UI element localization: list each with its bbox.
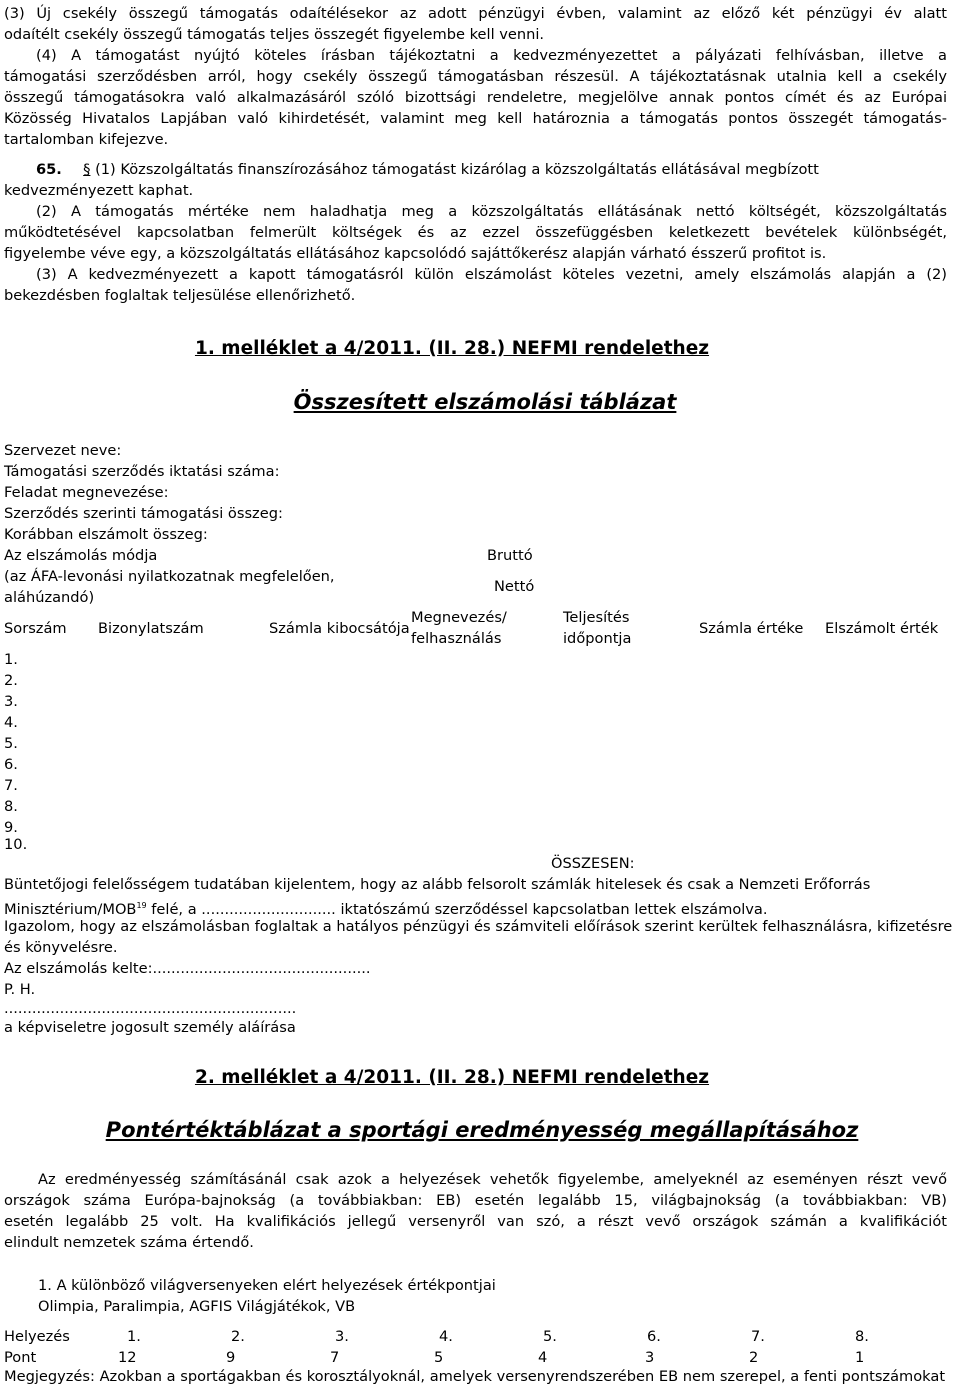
place-cell: 4. — [439, 1328, 453, 1345]
place-cell: 1. — [127, 1328, 141, 1345]
total-label: ÖSSZESEN: — [551, 855, 635, 872]
field-label-vat-note: (az ÁFA-levonási nyilatkozatnak megfelelően, — [4, 568, 335, 585]
row-label-pont: Pont — [4, 1349, 37, 1366]
column-header-kibocsato: Számla kibocsátója — [269, 620, 410, 637]
table-row: 5. — [4, 735, 18, 752]
field-label-settlement-mode: Az elszámolás módja — [4, 547, 158, 564]
stamp-label: P. H. — [4, 981, 36, 998]
place-cell: 7. — [751, 1328, 765, 1345]
text-line: és könyvelésre. — [4, 939, 118, 956]
table-row: 4. — [4, 714, 18, 731]
place-cell: 2. — [231, 1328, 245, 1345]
point-cell: 7 — [330, 1349, 340, 1366]
place-cell: 8. — [855, 1328, 869, 1345]
text-line: odaítélt csekély összegű támogatás teljes összegét figyelembe kell venni. — [4, 26, 545, 43]
column-header-teljesites-2: időpontja — [563, 630, 632, 647]
annex-1-title: Összesített elszámolási táblázat — [293, 390, 677, 414]
declaration-paragraph-1 — [4, 874, 947, 920]
table-row: 3. — [4, 693, 18, 710]
annex-2-title: Pontértéktáblázat a sportági eredményesség megállapításához — [105, 1118, 859, 1142]
paragraph-3 — [4, 3, 947, 45]
column-header-teljesites: Teljesítés — [563, 609, 630, 626]
text-line: Az eredményesség számításánál csak azok a helyezések vehetők figyelembe, amelyeknél az eseményen részt vevő — [38, 1171, 947, 1188]
field-label-underline-note: aláhúzandó) — [4, 589, 95, 606]
option-net[interactable]: Nettó — [494, 578, 535, 595]
table-row: 6. — [4, 756, 18, 773]
option-gross[interactable]: Bruttó — [487, 547, 533, 564]
text-line: országok száma Európa-bajnokság (a továbbiakban: EB) esetén legalább 15, világbajnokság (a továbbiakban: VB) — [4, 1192, 947, 1209]
table-row: 7. — [4, 777, 18, 794]
point-cell: 1 — [855, 1349, 865, 1366]
section-65-paragraph-2 — [4, 201, 947, 264]
field-label-previous-amount: Korábban elszámolt összeg: — [4, 526, 208, 543]
annex-1-heading: 1. melléklet a 4/2011. (II. 28.) NEFMI rendelethez — [194, 338, 710, 359]
text-line: kedvezményezett kaphat. — [4, 182, 194, 199]
text-span: (1) Közszolgáltatás finanszírozásához támogatást kizárólag a közszolgáltatás ellátásával megbízott — [95, 161, 819, 178]
footnote-ref: 19 — [136, 901, 147, 910]
text-line: Közösség Hivatalos Lapjában való kihirdetését, valamint meg kell határoznia a támogatás pontos összegét támogatás- — [4, 110, 947, 127]
field-label-task-name: Feladat megnevezése: — [4, 484, 169, 501]
text-line — [4, 159, 947, 180]
point-cell: 4 — [538, 1349, 548, 1366]
section-65-paragraph-1 — [4, 159, 947, 201]
section-number: 65. — [36, 161, 62, 178]
column-header-bizonylat: Bizonylatszám — [98, 620, 204, 637]
place-cell: 5. — [543, 1328, 557, 1345]
text-line: esetén legalább 25 volt. Ha kvalifikációs jellegű versenyről van szó, a részt vevő országok számán a kvalifikációt — [4, 1213, 947, 1230]
text-line: (3) A kedvezményezett a kapott támogatásról külön elszámolást köteles vezetni, amely elszámolás alapján a (2) — [36, 266, 947, 283]
text-line: összegű támogatásokra való alkalmazásáról szóló bizottsági rendeletre, megjelölve annak pontos címét és az Európai — [4, 89, 947, 106]
column-header-ertek: Számla értéke — [699, 620, 804, 637]
text-line: (3) Új csekély összegű támogatás odaítélésekor az adott pénzügyi évben, valamint az előző két pénzügyi év alatt — [4, 5, 947, 22]
text-line: figyelembe véve egy, a közszolgáltatás ellátásához kapcsolódó sajáttőkerész alapján várható ésszerű profitot is. — [4, 245, 827, 262]
row-label-helyezes: Helyezés — [4, 1328, 70, 1345]
declaration-paragraph-2 — [4, 916, 960, 958]
table-row: 8. — [4, 798, 18, 815]
text-line: működtetésével kapcsolatban felmerült költségek és az ezzel összefüggésben keletkezett bevételek különbségét, — [4, 224, 947, 241]
table-row: 10. — [4, 836, 28, 853]
signature-label: a képviseletre jogosult személy aláírása — [4, 1019, 296, 1036]
point-cell: 2 — [749, 1349, 759, 1366]
text-span: felé, a ............................. iktatószámú szerződéssel kapcsolatban lettek elszámolva. — [146, 900, 768, 918]
column-header-megnevezes-2: felhasználás — [411, 630, 502, 647]
text-line: (2) A támogatás mértéke nem haladhatja meg a közszolgáltatás ellátásának nettó költségét, közszolgáltatás — [36, 203, 947, 220]
table-row: 1. — [4, 651, 18, 668]
section-sign: § — [83, 161, 91, 178]
point-cell: 9 — [226, 1349, 236, 1366]
text-line: Büntetőjogi felelősségem tudatában kijelentem, hogy az alább felsorolt számlák hitelesek és csak a Nemzeti Erőforrás — [4, 876, 871, 893]
field-label-organisation: Szervezet neve: — [4, 442, 122, 459]
column-header-megnevezes: Megnevezés/ — [411, 609, 507, 626]
table-row: 2. — [4, 672, 18, 689]
annex-2-intro — [4, 1169, 947, 1253]
field-label-contract-number: Támogatási szerződés iktatási száma: — [4, 463, 280, 480]
text-span: Minisztérium/MOB — [4, 900, 137, 918]
date-line: Az elszámolás kelte:............................................... — [4, 960, 371, 977]
section-title: 1. A különböző világversenyeken elért helyezések értékpontjai — [38, 1277, 496, 1294]
paragraph-4 — [4, 45, 947, 150]
point-cell: 5 — [434, 1349, 444, 1366]
annex-2-heading: 2. melléklet a 4/2011. (II. 28.) NEFMI rendelethez — [194, 1067, 710, 1088]
section-65-paragraph-3 — [4, 264, 947, 306]
point-cell: 3 — [645, 1349, 655, 1366]
text-line: tartalomban kifejezve. — [4, 131, 169, 148]
column-header-elszamolt: Elszámolt érték — [825, 620, 939, 637]
column-header-sorszam: Sorszám — [4, 620, 67, 637]
place-cell: 6. — [647, 1328, 661, 1345]
table-row: 9. — [4, 819, 18, 836]
section-subtitle: Olimpia, Paralimpia, AGFIS Világjátékok, VB — [38, 1298, 356, 1315]
text-line: (4) A támogatást nyújtó köteles írásban tájékoztatni a kedvezményezettet a pályázati felhívásban, illetve a — [36, 47, 947, 64]
text-line: Igazolom, hogy az elszámolásban foglaltak a hatályos pénzügyi és számviteli előírások szerint kerültek felhasználásra, kifizetésre — [4, 918, 953, 935]
text-line: támogatási szerződésben arról, hogy csekély összegű támogatásban részesül. A tájékoztatásnak utalnia kell a csekély — [4, 68, 947, 85]
signature-dots: ............................................................... — [4, 1000, 297, 1017]
note-line: Megjegyzés: Azokban a sportágakban és korosztályoknál, amelyek versenyrendszerében EB nem szerepel, a fenti pontszámokat — [4, 1368, 946, 1385]
field-label-grant-amount: Szerződés szerinti támogatási összeg: — [4, 505, 283, 522]
text-line: elindult nemzetek száma értendő. — [4, 1234, 254, 1251]
text-line: bekezdésben foglaltak teljesülése ellenőrizhető. — [4, 287, 356, 304]
point-cell: 12 — [118, 1349, 137, 1366]
place-cell: 3. — [335, 1328, 349, 1345]
